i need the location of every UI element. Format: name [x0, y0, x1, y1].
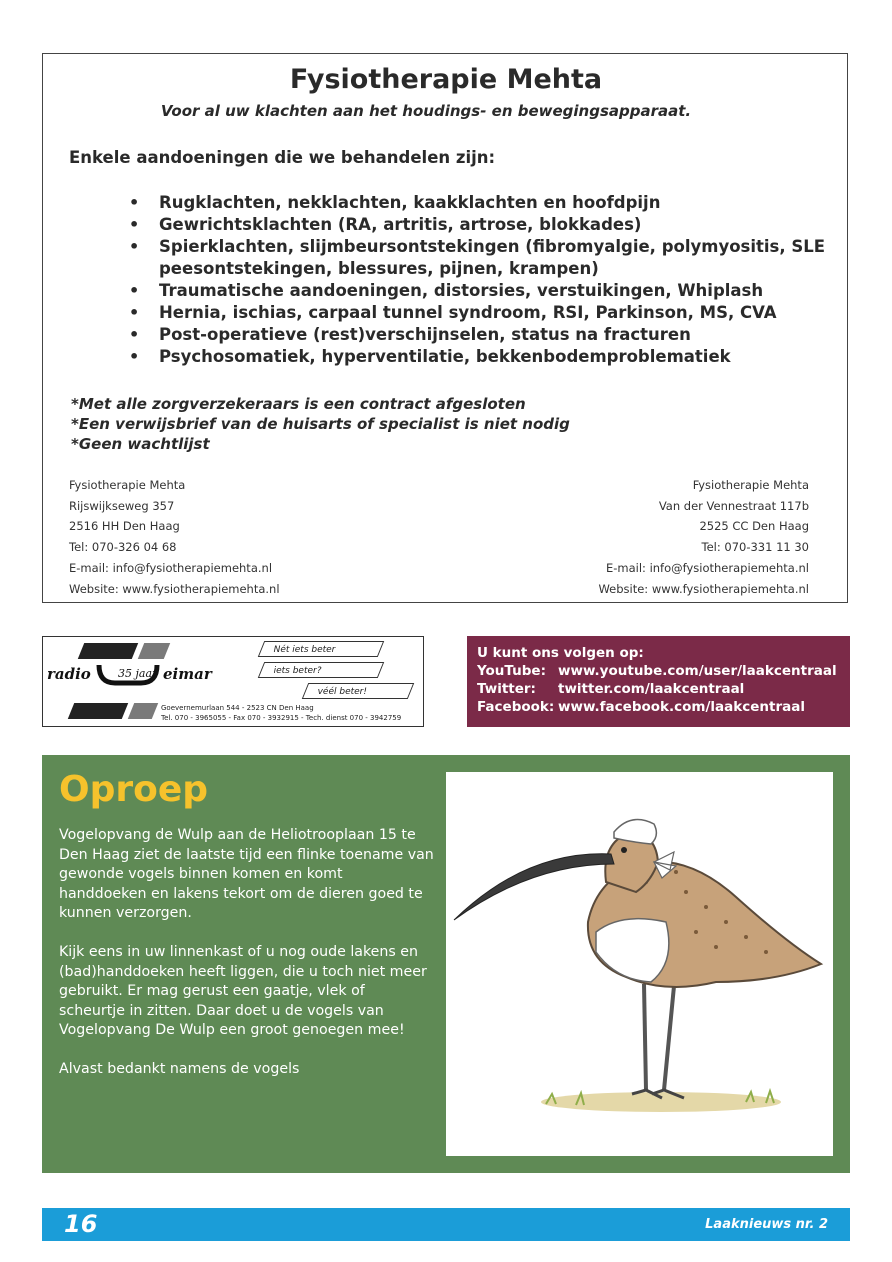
bullet-icon: • [129, 215, 140, 234]
publication-label: Laaknieuws nr. 2 [705, 1217, 828, 1232]
list-item: • Spierklachten, slijmbeursontstekingen (fibromyalgie, polymyositis, SLE peesontstekingen, blessures, pijnen, krampen) [129, 237, 826, 278]
bullet-icon: • [129, 193, 140, 212]
list-item: • Post-operatieve (rest)verschijnselen, status na fracturen [129, 325, 691, 344]
address-email: E-mail: info@fysiotherapiemehta.nl [605, 560, 809, 575]
slogan-box: véél beter! [302, 683, 414, 699]
list-item: • Psychosomatiek, hyperventilatie, bekkenbodemproblematiek [129, 347, 731, 366]
bullet-icon: • [129, 237, 140, 256]
social-label: Twitter: [477, 681, 536, 697]
mehta-title: Fysiotherapie Mehta [289, 64, 603, 95]
bullet-icon: • [129, 347, 140, 366]
twitter-link[interactable]: twitter.com/laakcentraal [558, 681, 745, 697]
address-email: E-mail: info@fysiotherapiemehta.nl [69, 560, 273, 575]
address-street: Van der Vennestraat 117b [658, 498, 809, 513]
oproep-title: Oproep [59, 769, 209, 810]
curlew-bird-icon [446, 772, 833, 1156]
badge-text: 35 jaar [118, 667, 158, 680]
page-footer [42, 1208, 850, 1241]
oproep-paragraph: Kijk eens in uw linnenkast of u nog oude lakens en (bad)handdoeken heeft liggen, die u toch niet meer gebruikt. Er mag gerust een gaatje, vlek of scheurtje in zitten. Daar doet u de vogels van Vogelopvang De Wulp een groot genoegen mee! [59, 944, 427, 1038]
social-label: YouTube: [477, 663, 546, 679]
oproep-body [59, 826, 434, 1099]
address-website: Website: www.fysiotherapiemehta.nl [69, 581, 280, 596]
list-item: • Traumatische aandoeningen, distorsies, verstuikingen, Whiplash [129, 281, 764, 300]
radio-logo-icon [93, 661, 163, 691]
address-name: Fysiotherapie Mehta [692, 478, 809, 492]
bullet-icon: • [129, 281, 140, 300]
social-label: Facebook: [477, 699, 555, 715]
bullet-icon: • [129, 325, 140, 344]
social-row-twitter [477, 680, 840, 698]
radio-address: Goevernemurlaan 544 - 2523 CN Den Haag [161, 704, 314, 712]
slogan-box: iets beter? [258, 662, 384, 678]
radio-contact [161, 703, 401, 723]
decor-block [128, 703, 158, 719]
radio-logo-text-right: eimar [163, 665, 212, 683]
bullet-icon: • [129, 303, 140, 322]
address-phone: Tel: 070-326 04 68 [69, 540, 177, 555]
note-waitlist: *Geen wachtlijst [71, 435, 210, 453]
youtube-link[interactable]: www.youtube.com/user/laakcentraal [558, 663, 837, 679]
radio-phones: Tel. 070 - 3965055 - Fax 070 - 3932915 - Tech. dienst 070 - 3942759 [161, 714, 402, 722]
list-item: • Rugklachten, nekklachten, kaakklachten en hoofdpijn [129, 193, 661, 212]
address-website: Website: www.fysiotherapiemehta.nl [598, 581, 809, 596]
oproep-paragraph: Vogelopvang de Wulp aan de Heliotrooplaan 15 te Den Haag ziet de laatste tijd een flinke toename van gewonde vogels binnen komen en komt handdoeken en lakens tekort om de dieren goed te kunnen verzorgen. [59, 827, 434, 921]
social-row-youtube [477, 662, 840, 680]
mehta-advertisement [42, 53, 848, 603]
slogan-box: Nét iets beter [258, 641, 384, 657]
address-street: Rijswijkseweg 357 [69, 498, 175, 513]
oproep-paragraph: Alvast bedankt namens de vogels [59, 1061, 300, 1077]
note-contract: *Met alle zorgverzekeraars is een contract afgesloten [71, 395, 526, 413]
conditions-intro: Enkele aandoeningen die we behandelen zijn: [69, 148, 496, 167]
note-referral: *Een verwijsbrief van de huisarts of specialist is niet nodig [71, 415, 570, 433]
page-number: 16 [64, 1210, 98, 1238]
facebook-link[interactable]: www.facebook.com/laakcentraal [558, 699, 805, 715]
social-row-facebook [477, 698, 840, 716]
decor-block [138, 643, 170, 659]
conditions-list [129, 192, 829, 368]
social-heading: U kunt ons volgen op: [477, 645, 644, 661]
address-city: 2516 HH Den Haag [69, 519, 180, 534]
list-item: • Gewrichtsklachten (RA, artritis, artrose, blokkades) [129, 215, 642, 234]
address-block-rijswijkseweg [69, 475, 280, 599]
address-phone: Tel: 070-331 11 30 [701, 540, 809, 555]
radio-advertisement [42, 636, 424, 727]
address-city: 2525 CC Den Haag [699, 519, 809, 534]
bird-illustration-panel [446, 772, 833, 1156]
social-media-box [467, 636, 850, 727]
address-name: Fysiotherapie Mehta [69, 478, 186, 492]
list-item: • Hernia, ischias, carpaal tunnel syndroom, RSI, Parkinson, MS, CVA [129, 303, 777, 322]
radio-logo-text: radio [47, 665, 91, 683]
decor-block [68, 703, 128, 719]
mehta-subtitle: Voor al uw klachten aan het houdings- en bewegingsapparaat. [160, 102, 692, 120]
decor-block [78, 643, 138, 659]
address-block-vennestraat [598, 475, 809, 599]
oproep-section [42, 755, 850, 1173]
